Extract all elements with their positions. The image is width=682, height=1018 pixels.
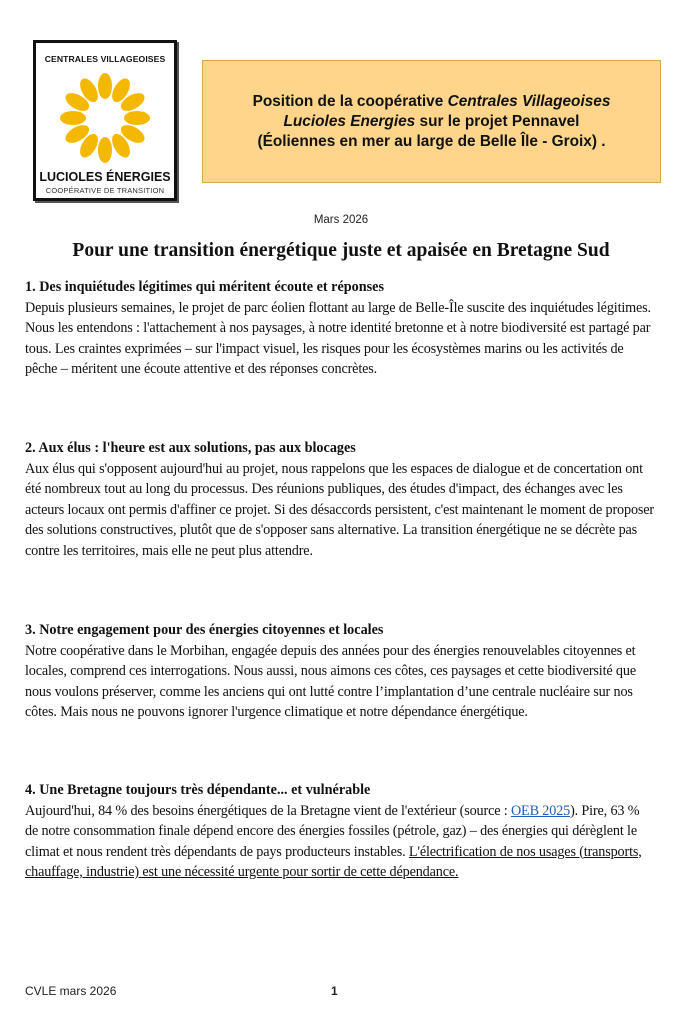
oeb-source-link[interactable]: OEB 2025	[510, 802, 571, 819]
section-3-body: Notre coopérative dans le Morbihan, engagée depuis des années pour des énergies renouvelables citoyennes et locales, comprend ces interrogations. Nous aussi, nous aimons ces côtes, ces paysages et cette biodiversité que nous voulons préserver, comme les anciens qui ont lutté contre l’implantation d’une centrale nucléaire sur nos côtes. Mais nous ne pouvons ignorer l'urgence climatique et notre dépendance énergétique.	[25, 642, 636, 720]
page-number: 1	[331, 984, 338, 998]
section-4-underlined-text: L'électrification de nos usages (transports, chauffage, industrie) est une nécessité urgente pour sortir de cette dépendance.	[25, 843, 642, 880]
logo-subtitle: COOPÉRATIVE DE TRANSITION	[45, 186, 165, 195]
header-line3: (Éoliennes en mer au large de Belle Île - Groix) .	[257, 132, 606, 150]
section-4-body-after-link: ). Pire, 63 % de notre consommation finale dépend encore des énergies fossiles (pétrole, gaz) – des énergies qui dérèglent le climat et nous rendent très dépendants de pays producteurs instables.	[25, 802, 640, 860]
section-1-body: Depuis plusieurs semaines, le projet de parc éolien flottant au large de Belle-Île suscite des inquiétudes légitimes. Nous les entendons : l'attachement à nos paysages, à notre identité bretonne et à notre biodiversité est partagé par tous. Les craintes exprimées – sur l'impact visuel, les risques pour les écosystèmes marins ou les activités de pêche – méritent une écoute attentive et des réponses concrètes.	[25, 299, 651, 377]
header-coop-name-1: Centrales Villageoises	[447, 92, 611, 110]
header-line2-suffix: sur le projet Pennavel	[415, 112, 580, 130]
cooperative-logo	[33, 40, 177, 201]
section-1-heading: 1. Des inquiétudes légitimes qui méritent écoute et réponses	[25, 279, 384, 295]
section-1	[25, 277, 655, 380]
header-text	[253, 92, 611, 152]
hands-circle-icon	[53, 68, 157, 168]
footer-left: CVLE mars 2026	[25, 984, 117, 998]
header-coop-name-2: Lucioles Energies	[283, 112, 416, 130]
section-4-heading: 4. Une Bretagne toujours très dépendante... et vulnérable	[25, 782, 371, 798]
header-line1-prefix: Position de la coopérative	[252, 92, 448, 110]
logo-top-text: CENTRALES VILLAGEOISES	[44, 54, 166, 64]
section-2-heading: 2. Aux élus : l'heure est aux solutions, pas aux blocages	[25, 440, 356, 456]
section-3	[25, 620, 655, 723]
section-4-body-before-link: Aujourd'hui, 84 % des besoins énergétiques de la Bretagne vient de l'extérieur (source :	[25, 802, 511, 819]
section-4	[25, 780, 655, 883]
document-date: Mars 2026	[313, 214, 369, 226]
section-3-heading: 3. Notre engagement pour des énergies citoyennes et locales	[25, 622, 384, 638]
page-title: Pour une transition énergétique juste et apaisée en Bretagne Sud	[72, 240, 610, 261]
section-2	[25, 438, 655, 561]
header-box	[202, 60, 661, 183]
section-2-body: Aux élus qui s'opposent aujourd'hui au projet, nous rappelons que les espaces de dialogue et de concertation ont été nombreux tout au long du processus. Des réunions publiques, des études d'impact, des échanges avec les acteurs locaux ont permis d'affiner ce projet. Si des désaccords persistent, c'est maintenant le moment de proposer des solutions constructives, plutôt que de s'opposer sans alternative. La transition énergétique ne se décrète pas contre les territoires, mais elle ne peut plus attendre.	[25, 460, 654, 559]
section-4-body	[25, 801, 655, 883]
logo-name: LUCIOLES ÉNERGIES	[39, 170, 171, 184]
